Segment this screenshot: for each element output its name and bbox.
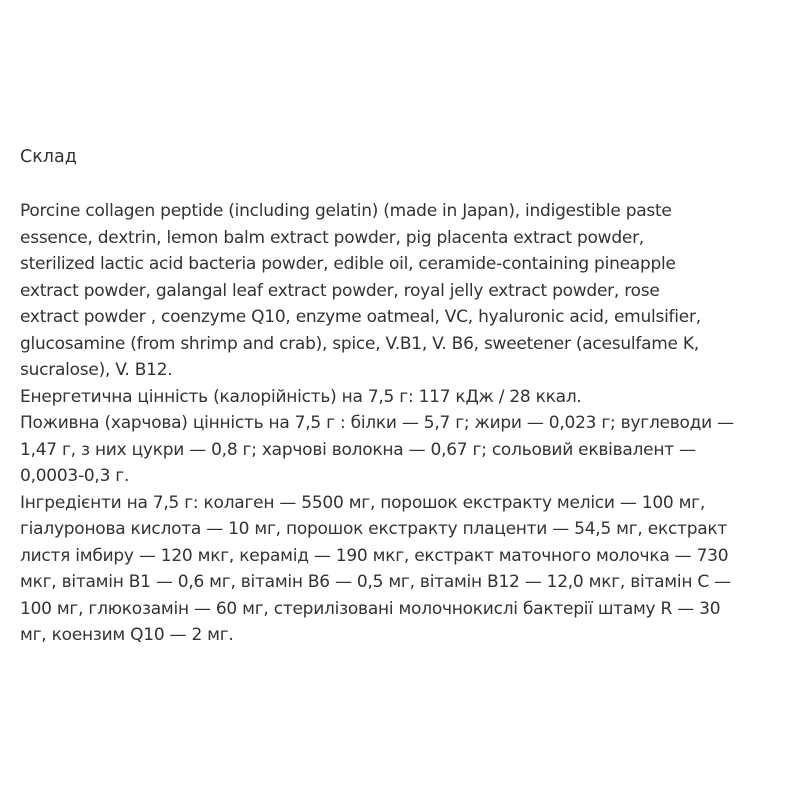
section-title: Склад bbox=[20, 147, 77, 167]
ingredients-line: 100 мг, глюкозамін — 60 мг, стерилізовані молочнокислі бактерії штаму R — 30 bbox=[20, 598, 721, 619]
ingredients-line: листя імбиру — 120 мкг, керамід — 190 мкг, екстракт маточного молочка — 730 bbox=[20, 545, 729, 566]
nutrition-line: Поживна (харчова) цінність на 7,5 г : білки — 5,7 г; жири — 0,023 г; вуглеводи — bbox=[20, 413, 734, 433]
composition-section bbox=[20, 144, 780, 649]
ingredients-line: Інгредієнти на 7,5 г: колаген — 5500 мг, порошок екстракту меліси — 100 мг, bbox=[20, 492, 706, 513]
nutrition-line: 0,0003-0,3 г. bbox=[20, 466, 130, 486]
text-line: extract powder, galangal leaf extract powder, royal jelly extract powder, rose bbox=[20, 280, 660, 301]
text-line: Porcine collagen peptide (including gelatin) (made in Japan), indigestible paste bbox=[20, 201, 672, 221]
ingredients-line: мг, коензим Q10 — 2 мг. bbox=[20, 625, 234, 645]
ingredients-line: мкг, вітамін В1 — 0,6 мг, вітамін В6 — 0,5 мг, вітамін В12 — 12,0 мкг, вітамін С — bbox=[20, 572, 731, 592]
text-line: glucosamine (from shrimp and crab), spice, V.B1, V. B6, sweetener (acesulfame K, bbox=[20, 333, 699, 354]
text-line: extract powder , coenzyme Q10, enzyme oatmeal, VC, hyaluronic acid, emulsifier, bbox=[20, 307, 701, 327]
text-line: sterilized lactic acid bacteria powder, edible oil, ceramide-containing pineapple bbox=[20, 254, 676, 274]
energy-value-line: Енергетична цінність (калорійність) на 7,5 г: 117 кДж / 28 ккал. bbox=[20, 386, 582, 407]
composition-text bbox=[20, 198, 780, 649]
ingredients-line: гіалуронова кислота — 10 мг, порошок екстракту плаценти — 54,5 мг, екстракт bbox=[20, 519, 728, 539]
nutrition-line: 1,47 г, з них цукри — 0,8 г; харчові волокна — 0,67 г; сольовий еквівалент — bbox=[20, 439, 696, 460]
text-line: sucralose), V. B12. bbox=[20, 360, 173, 380]
text-line: essence, dextrin, lemon balm extract powder, pig placenta extract powder, bbox=[20, 227, 644, 248]
